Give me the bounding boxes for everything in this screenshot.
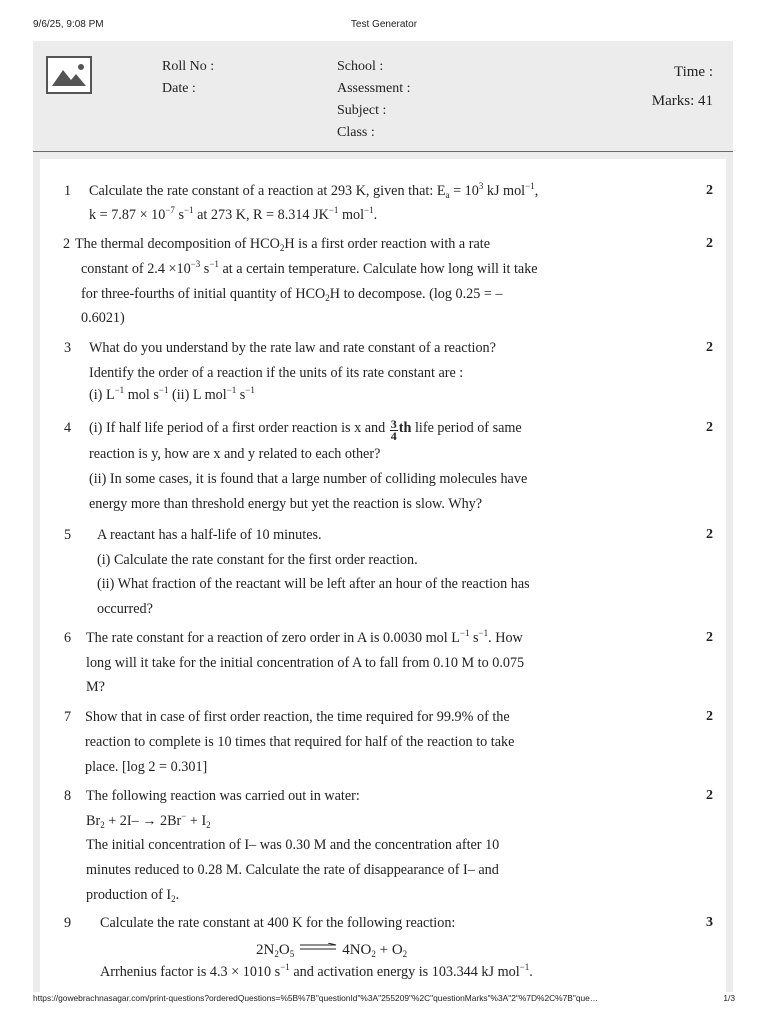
question-number: 9 [64, 915, 72, 931]
question-text: reaction to complete is 10 times that required for half of the reaction to take [85, 734, 515, 750]
question-text: (i) $L^{-1}$ mol $s^{-1}$ (ii) L mol$^{-1}$ $s^{-1}$ [89, 385, 255, 403]
question-text: Show that in case of first order reaction, the time required for 99.9% of the [85, 709, 510, 725]
paper-header [33, 41, 733, 152]
question-text: What do you understand by the rate law and rate constant of a reaction? [89, 340, 496, 356]
test-paper-frame [33, 41, 733, 992]
assessment-label: Assessment : [337, 81, 411, 96]
question-number: 3 [64, 340, 72, 356]
question-text: The initial concentration of I– was 0.30 M and the concentration after 10 [86, 837, 500, 853]
class-label: Class : [337, 125, 375, 140]
question-number: 1 [64, 183, 72, 199]
total-marks: Marks: 41 [651, 93, 713, 109]
image-placeholder-icon [46, 56, 92, 94]
question-text: place. [log 2 = 0.301] [85, 759, 208, 775]
question-number: 6 [64, 630, 72, 646]
fraction-three-fourths: $\frac{3}{4}$ [390, 417, 397, 443]
subject-label: Subject : [337, 103, 387, 118]
question-text: (i) If half life period of a first order reaction is x and $\frac{3}{4}$ th life period of same [89, 417, 522, 443]
question-number: 4 [64, 420, 72, 436]
question-text: Calculate the rate constant of a reaction at 293 K, given that: $E_a = 10^3$ kJ mol$^{-1}$, [89, 181, 539, 200]
question-marks: 2 [706, 236, 713, 251]
print-datetime: 9/6/25, 9:08 PM [33, 19, 104, 30]
question-text: reaction is y, how are x and y related to each other? [89, 446, 381, 462]
question-text: (i) Calculate the rate constant for the first order reaction. [97, 552, 418, 568]
date-label: Date : [162, 81, 196, 96]
question-text: Calculate the rate constant at 400 K for the following reaction: [100, 915, 456, 931]
question-text: minutes reduced to 0.28 M. Calculate the rate of disappearance of I– and [86, 862, 499, 878]
question-number: 7 [64, 709, 72, 725]
question-number: 2 [63, 236, 71, 252]
page-url: https://gowebrachnasagar.com/print-questions?orderedQuestions=%5B%7B"questionId"%3A"255209"%2C"questionMarks"%3A"2"%7D%2C%7B"que… [33, 993, 599, 1003]
question-text: long will it take for the initial concentration of A to fall from 0.10 M to 0.075 [86, 655, 525, 671]
reaction-equation: $2N_2O_5$ $4NO_2 + O_2$ [256, 935, 407, 963]
question-number: 8 [64, 788, 72, 804]
print-title: Test Generator [350, 19, 418, 30]
question-marks: 2 [706, 420, 713, 435]
print-header [0, 0, 768, 38]
question-text: The following reaction was carried out in water: [86, 788, 360, 804]
question-marks: 2 [706, 709, 713, 724]
page-number: 1/3 [723, 993, 735, 1003]
time-label: Time : [673, 64, 713, 80]
question-number: 5 [64, 527, 72, 543]
question-text: (ii) What fraction of the reactant will be left after an hour of the reaction has [97, 576, 530, 592]
question-text: constant of $2.4 \times 10^{-3}$ $s^{-1}$ at a certain temperature. Calculate how long will it take [81, 259, 538, 277]
roll-no-label: Roll No : [162, 59, 215, 74]
question-text: $Br_2 + 2I- \to 2Br^- + I_2$ [86, 811, 211, 830]
question-marks: 3 [706, 915, 713, 930]
question-text: for three-fourths of initial quantity of $HCO_2H$ to decompose. (log 0.25 = – [81, 286, 503, 303]
print-footer [0, 993, 768, 1013]
question-text: $k = 7.87 \times 10^{-7}$ $s^{-1}$ at 273 K, R = 8.314 $JK^{-1}$ mol$^{-1}$. [89, 205, 378, 223]
school-label: School : [337, 59, 384, 74]
question-text: A reactant has a half-life of 10 minutes. [97, 527, 322, 543]
question-text: 0.6021) [81, 310, 125, 326]
question-marks: 2 [706, 527, 713, 542]
equilibrium-arrow-icon [298, 935, 338, 943]
question-text: occurred? [97, 601, 153, 617]
question-text: The rate constant for a reaction of zero order in A is 0.0030 mol $L^{-1}$ $s^{-1}$. How [86, 628, 523, 646]
question-text: M? [86, 679, 105, 695]
question-marks: 2 [706, 788, 713, 803]
question-marks: 2 [706, 340, 713, 355]
question-text: energy more than threshold energy but yet the reaction is slow. Why? [89, 496, 483, 512]
question-marks: 2 [706, 183, 713, 198]
question-text: The thermal decomposition of $HCO_2H$ is a first order reaction with a rate [75, 236, 491, 253]
question-text: (ii) In some cases, it is found that a large number of colliding molecules have [89, 471, 528, 487]
questions-area [40, 159, 726, 992]
question-text: production of $I_2$. [86, 887, 180, 904]
question-text: Identify the order of a reaction if the units of its rate constant are : [89, 365, 464, 381]
question-text: Arrhenius factor is 4.3 × 1010 $s^{-1}$ and activation energy is 103.344 kJ mol$^{-1}$. [100, 962, 533, 980]
question-marks: 2 [706, 630, 713, 645]
